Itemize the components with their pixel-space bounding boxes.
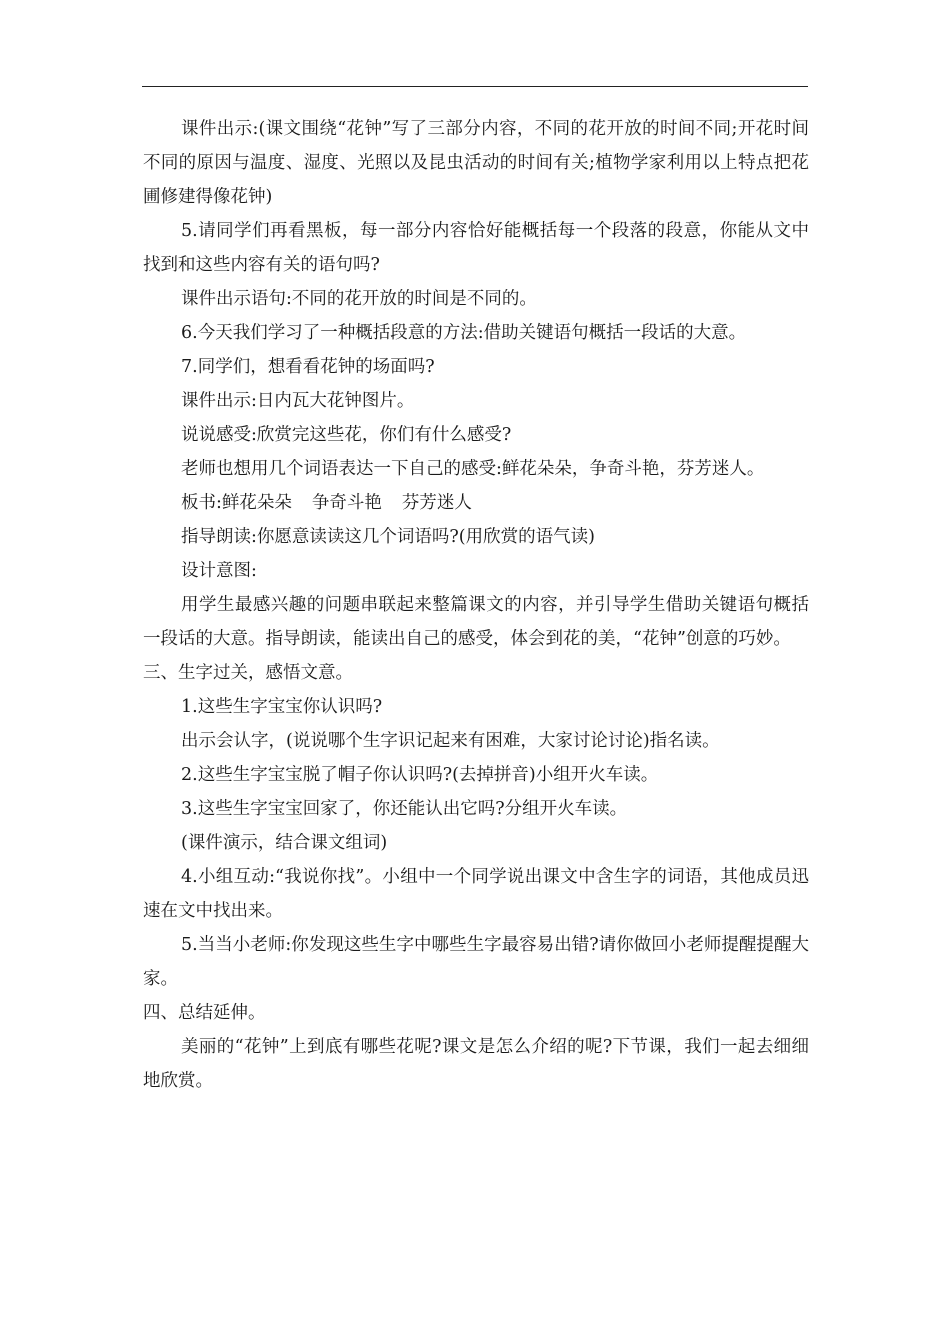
- paragraph: 说说感受:欣赏完这些花，你们有什么感受?: [181, 425, 512, 445]
- document-body: [143, 112, 809, 1098]
- paragraph: 用学生最感兴趣的问题串联起来整篇课文的内容，并引导学生借助关键语句概括一段话的大意。指导朗读，能读出自己的感受，体会到花的美，“花钟”创意的巧妙。: [143, 595, 809, 649]
- paragraph: 美丽的“花钟”上到底有哪些花呢?课文是怎么介绍的呢?下节课，我们一起去细细地欣赏。: [143, 1037, 809, 1091]
- paragraph: 指导朗读:你愿意读读这几个词语吗?(用欣赏的语气读): [181, 527, 595, 547]
- blackboard-item: 争奇斗艳: [311, 493, 382, 513]
- section-heading: 三、生字过关，感悟文意。: [143, 663, 353, 683]
- paragraph: 3.这些生字宝宝回家了，你还能认出它吗?分组开火车读。: [181, 799, 628, 819]
- paragraph: 出示会认字，(说说哪个生字识记起来有困难，大家讨论讨论)指名读。: [181, 731, 720, 751]
- header-rule: [142, 86, 808, 87]
- paragraph: 1.这些生字宝宝你认识吗?: [181, 697, 383, 717]
- paragraph: 设计意图:: [181, 561, 257, 581]
- paragraph: 课件出示语句:不同的花开放的时间是不同的。: [181, 289, 537, 309]
- paragraph: 2.这些生字宝宝脱了帽子你认识吗?(去掉拼音)小组开火车读。: [181, 765, 659, 785]
- paragraph: 5.当当小老师:你发现这些生字中哪些生字最容易出错?请你做回小老师提醒提醒大家。: [143, 935, 809, 989]
- paragraph: 6.今天我们学习了一种概括段意的方法:借助关键语句概括一段话的大意。: [181, 323, 747, 343]
- paragraph: 老师也想用几个词语表达一下自己的感受:鲜花朵朵，争奇斗艳，芬芳迷人。: [181, 459, 765, 479]
- paragraph: 7.同学们，想看看花钟的场面吗?: [181, 357, 435, 377]
- paragraph: 课件出示:(课文围绕“花钟”写了三部分内容，不同的花开放的时间不同;开花时间不同的原因与温度、湿度、光照以及昆虫活动的时间有关;植物学家利用以上特点把花圃修建得像花钟): [143, 119, 809, 207]
- paragraph: (课件演示，结合课文组词): [181, 833, 388, 853]
- paragraph: 4.小组互动:“我说你找”。小组中一个同学说出课文中含生字的词语，其他成员迅速在文中找出来。: [143, 867, 809, 921]
- blackboard-item: 板书:鲜花朵朵: [181, 493, 292, 513]
- blackboard-item: 芬芳迷人: [401, 493, 472, 513]
- section-heading: 四、总结延伸。: [143, 1003, 266, 1023]
- paragraph: 课件出示:日内瓦大花钟图片。: [181, 391, 415, 411]
- paragraph: 5.请同学们再看黑板，每一部分内容恰好能概括每一个段落的段意，你能从文中找到和这些内容有关的语句吗?: [143, 221, 809, 275]
- blackboard-line: [143, 486, 809, 520]
